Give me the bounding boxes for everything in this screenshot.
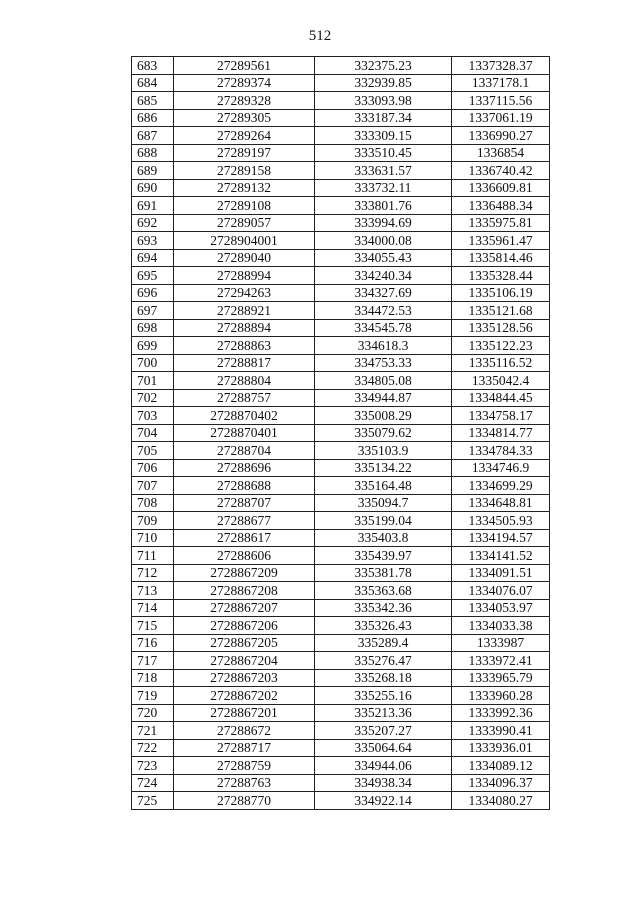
point-number-cell: 688 <box>132 144 174 162</box>
x-coordinate-cell: 335079.62 <box>315 424 452 442</box>
x-coordinate-cell: 334753.33 <box>315 354 452 372</box>
y-coordinate-cell: 1334784.33 <box>452 442 550 460</box>
coordinates-table <box>131 56 550 810</box>
y-coordinate-cell: 1334089.12 <box>452 757 550 775</box>
point-number-cell: 695 <box>132 267 174 285</box>
table-row <box>132 197 550 215</box>
point-number-cell: 699 <box>132 337 174 355</box>
table-row <box>132 739 550 757</box>
point-number-cell: 685 <box>132 92 174 110</box>
point-number-cell: 686 <box>132 109 174 127</box>
table-row <box>132 459 550 477</box>
x-coordinate-cell: 333801.76 <box>315 197 452 215</box>
table-row <box>132 582 550 600</box>
y-coordinate-cell: 1334080.27 <box>452 792 550 810</box>
x-coordinate-cell: 334327.69 <box>315 284 452 302</box>
x-coordinate-cell: 335381.78 <box>315 564 452 582</box>
x-coordinate-cell: 335008.29 <box>315 407 452 425</box>
table-row <box>132 267 550 285</box>
point-id-cell: 2728867207 <box>174 599 315 617</box>
point-id-cell: 27289158 <box>174 162 315 180</box>
point-id-cell: 2728867204 <box>174 652 315 670</box>
x-coordinate-cell: 335164.48 <box>315 477 452 495</box>
x-coordinate-cell: 335342.36 <box>315 599 452 617</box>
x-coordinate-cell: 334922.14 <box>315 792 452 810</box>
point-number-cell: 710 <box>132 529 174 547</box>
table-body <box>132 57 550 810</box>
x-coordinate-cell: 334938.34 <box>315 774 452 792</box>
point-number-cell: 722 <box>132 739 174 757</box>
point-id-cell: 2728867202 <box>174 687 315 705</box>
point-id-cell: 27289305 <box>174 109 315 127</box>
y-coordinate-cell: 1333990.41 <box>452 722 550 740</box>
x-coordinate-cell: 333187.34 <box>315 109 452 127</box>
point-id-cell: 2728867208 <box>174 582 315 600</box>
point-number-cell: 702 <box>132 389 174 407</box>
y-coordinate-cell: 1334053.97 <box>452 599 550 617</box>
point-number-cell: 683 <box>132 57 174 75</box>
y-coordinate-cell: 1335042.4 <box>452 372 550 390</box>
table-row <box>132 354 550 372</box>
y-coordinate-cell: 1337115.56 <box>452 92 550 110</box>
point-id-cell: 27288921 <box>174 302 315 320</box>
point-number-cell: 687 <box>132 127 174 145</box>
point-number-cell: 719 <box>132 687 174 705</box>
point-id-cell: 27288606 <box>174 547 315 565</box>
point-number-cell: 703 <box>132 407 174 425</box>
y-coordinate-cell: 1336854 <box>452 144 550 162</box>
y-coordinate-cell: 1334758.17 <box>452 407 550 425</box>
point-id-cell: 27288707 <box>174 494 315 512</box>
point-id-cell: 2728867201 <box>174 704 315 722</box>
x-coordinate-cell: 335103.9 <box>315 442 452 460</box>
point-id-cell: 27288704 <box>174 442 315 460</box>
table-row <box>132 232 550 250</box>
point-number-cell: 715 <box>132 617 174 635</box>
point-number-cell: 701 <box>132 372 174 390</box>
point-number-cell: 714 <box>132 599 174 617</box>
point-number-cell: 716 <box>132 634 174 652</box>
x-coordinate-cell: 335268.18 <box>315 669 452 687</box>
x-coordinate-cell: 334944.87 <box>315 389 452 407</box>
point-id-cell: 27288757 <box>174 389 315 407</box>
table-row <box>132 599 550 617</box>
point-id-cell: 27288894 <box>174 319 315 337</box>
point-number-cell: 712 <box>132 564 174 582</box>
x-coordinate-cell: 335064.64 <box>315 739 452 757</box>
point-id-cell: 27288688 <box>174 477 315 495</box>
table-row <box>132 162 550 180</box>
point-id-cell: 27288863 <box>174 337 315 355</box>
point-id-cell: 2728870402 <box>174 407 315 425</box>
x-coordinate-cell: 335289.4 <box>315 634 452 652</box>
point-number-cell: 704 <box>132 424 174 442</box>
point-number-cell: 690 <box>132 179 174 197</box>
point-id-cell: 27289057 <box>174 214 315 232</box>
y-coordinate-cell: 1334141.52 <box>452 547 550 565</box>
point-number-cell: 707 <box>132 477 174 495</box>
table-row <box>132 564 550 582</box>
y-coordinate-cell: 1334033.38 <box>452 617 550 635</box>
y-coordinate-cell: 1336740.42 <box>452 162 550 180</box>
table-row <box>132 424 550 442</box>
point-id-cell: 27289561 <box>174 57 315 75</box>
point-id-cell: 27288804 <box>174 372 315 390</box>
table-row <box>132 319 550 337</box>
y-coordinate-cell: 1334648.81 <box>452 494 550 512</box>
x-coordinate-cell: 334240.34 <box>315 267 452 285</box>
table-row <box>132 284 550 302</box>
point-id-cell: 2728867205 <box>174 634 315 652</box>
y-coordinate-cell: 1335106.19 <box>452 284 550 302</box>
point-id-cell: 27289328 <box>174 92 315 110</box>
x-coordinate-cell: 335094.7 <box>315 494 452 512</box>
point-id-cell: 27289264 <box>174 127 315 145</box>
point-id-cell: 27289374 <box>174 74 315 92</box>
table-row <box>132 109 550 127</box>
x-coordinate-cell: 335403.8 <box>315 529 452 547</box>
x-coordinate-cell: 334805.08 <box>315 372 452 390</box>
table-row <box>132 127 550 145</box>
y-coordinate-cell: 1335116.52 <box>452 354 550 372</box>
point-number-cell: 692 <box>132 214 174 232</box>
point-id-cell: 2728867203 <box>174 669 315 687</box>
point-id-cell: 27288717 <box>174 739 315 757</box>
point-id-cell: 27288696 <box>174 459 315 477</box>
x-coordinate-cell: 335326.43 <box>315 617 452 635</box>
y-coordinate-cell: 1335975.81 <box>452 214 550 232</box>
y-coordinate-cell: 1333992.36 <box>452 704 550 722</box>
y-coordinate-cell: 1337328.37 <box>452 57 550 75</box>
point-number-cell: 696 <box>132 284 174 302</box>
x-coordinate-cell: 335199.04 <box>315 512 452 530</box>
point-id-cell: 27289132 <box>174 179 315 197</box>
y-coordinate-cell: 1337178.1 <box>452 74 550 92</box>
table-row <box>132 512 550 530</box>
point-number-cell: 717 <box>132 652 174 670</box>
table-row <box>132 494 550 512</box>
x-coordinate-cell: 334472.53 <box>315 302 452 320</box>
x-coordinate-cell: 333732.11 <box>315 179 452 197</box>
x-coordinate-cell: 334618.3 <box>315 337 452 355</box>
table-row <box>132 774 550 792</box>
table-row <box>132 792 550 810</box>
y-coordinate-cell: 1334699.29 <box>452 477 550 495</box>
table-row <box>132 652 550 670</box>
y-coordinate-cell: 1335122.23 <box>452 337 550 355</box>
x-coordinate-cell: 332939.85 <box>315 74 452 92</box>
y-coordinate-cell: 1334746.9 <box>452 459 550 477</box>
point-number-cell: 723 <box>132 757 174 775</box>
point-number-cell: 713 <box>132 582 174 600</box>
x-coordinate-cell: 334000.08 <box>315 232 452 250</box>
y-coordinate-cell: 1334194.57 <box>452 529 550 547</box>
page-number: 512 <box>308 28 332 44</box>
point-id-cell: 27288677 <box>174 512 315 530</box>
y-coordinate-cell: 1336488.34 <box>452 197 550 215</box>
table-row <box>132 547 550 565</box>
point-number-cell: 708 <box>132 494 174 512</box>
point-number-cell: 691 <box>132 197 174 215</box>
table-row <box>132 302 550 320</box>
y-coordinate-cell: 1333972.41 <box>452 652 550 670</box>
table-row <box>132 669 550 687</box>
table-row <box>132 389 550 407</box>
point-number-cell: 725 <box>132 792 174 810</box>
x-coordinate-cell: 335207.27 <box>315 722 452 740</box>
table-row <box>132 529 550 547</box>
point-id-cell: 27289108 <box>174 197 315 215</box>
table-row <box>132 372 550 390</box>
table-row <box>132 757 550 775</box>
point-number-cell: 711 <box>132 547 174 565</box>
y-coordinate-cell: 1337061.19 <box>452 109 550 127</box>
point-number-cell: 700 <box>132 354 174 372</box>
y-coordinate-cell: 1335128.56 <box>452 319 550 337</box>
point-number-cell: 721 <box>132 722 174 740</box>
table-row <box>132 687 550 705</box>
x-coordinate-cell: 333093.98 <box>315 92 452 110</box>
point-number-cell: 724 <box>132 774 174 792</box>
x-coordinate-cell: 335213.36 <box>315 704 452 722</box>
y-coordinate-cell: 1333960.28 <box>452 687 550 705</box>
y-coordinate-cell: 1334814.77 <box>452 424 550 442</box>
point-number-cell: 684 <box>132 74 174 92</box>
y-coordinate-cell: 1335121.68 <box>452 302 550 320</box>
y-coordinate-cell: 1334076.07 <box>452 582 550 600</box>
y-coordinate-cell: 1335328.44 <box>452 267 550 285</box>
x-coordinate-cell: 333510.45 <box>315 144 452 162</box>
table-row <box>132 722 550 740</box>
point-number-cell: 709 <box>132 512 174 530</box>
point-number-cell: 697 <box>132 302 174 320</box>
x-coordinate-cell: 335439.97 <box>315 547 452 565</box>
x-coordinate-cell: 335276.47 <box>315 652 452 670</box>
y-coordinate-cell: 1333936.01 <box>452 739 550 757</box>
point-number-cell: 694 <box>132 249 174 267</box>
point-number-cell: 720 <box>132 704 174 722</box>
point-number-cell: 706 <box>132 459 174 477</box>
x-coordinate-cell: 334055.43 <box>315 249 452 267</box>
x-coordinate-cell: 334545.78 <box>315 319 452 337</box>
table-row <box>132 477 550 495</box>
y-coordinate-cell: 1334091.51 <box>452 564 550 582</box>
table-row <box>132 57 550 75</box>
table-row <box>132 144 550 162</box>
point-number-cell: 718 <box>132 669 174 687</box>
table-row <box>132 179 550 197</box>
y-coordinate-cell: 1336990.27 <box>452 127 550 145</box>
point-id-cell: 2728867206 <box>174 617 315 635</box>
point-id-cell: 27288763 <box>174 774 315 792</box>
y-coordinate-cell: 1333965.79 <box>452 669 550 687</box>
y-coordinate-cell: 1335814.46 <box>452 249 550 267</box>
x-coordinate-cell: 333309.15 <box>315 127 452 145</box>
y-coordinate-cell: 1334505.93 <box>452 512 550 530</box>
table-row <box>132 617 550 635</box>
table-row <box>132 74 550 92</box>
x-coordinate-cell: 333994.69 <box>315 214 452 232</box>
table-row <box>132 337 550 355</box>
point-number-cell: 698 <box>132 319 174 337</box>
point-id-cell: 27289040 <box>174 249 315 267</box>
point-id-cell: 2728870401 <box>174 424 315 442</box>
y-coordinate-cell: 1334844.45 <box>452 389 550 407</box>
point-id-cell: 27288672 <box>174 722 315 740</box>
table-row <box>132 442 550 460</box>
point-id-cell: 2728867209 <box>174 564 315 582</box>
point-id-cell: 27294263 <box>174 284 315 302</box>
point-number-cell: 689 <box>132 162 174 180</box>
table-row <box>132 249 550 267</box>
y-coordinate-cell: 1334096.37 <box>452 774 550 792</box>
x-coordinate-cell: 335134.22 <box>315 459 452 477</box>
point-id-cell: 27288759 <box>174 757 315 775</box>
point-id-cell: 27288817 <box>174 354 315 372</box>
table-row <box>132 214 550 232</box>
point-id-cell: 27288617 <box>174 529 315 547</box>
point-number-cell: 693 <box>132 232 174 250</box>
point-id-cell: 2728904001 <box>174 232 315 250</box>
x-coordinate-cell: 332375.23 <box>315 57 452 75</box>
x-coordinate-cell: 335363.68 <box>315 582 452 600</box>
table-row <box>132 704 550 722</box>
x-coordinate-cell: 334944.06 <box>315 757 452 775</box>
y-coordinate-cell: 1333987 <box>452 634 550 652</box>
point-number-cell: 705 <box>132 442 174 460</box>
point-id-cell: 27289197 <box>174 144 315 162</box>
point-id-cell: 27288770 <box>174 792 315 810</box>
x-coordinate-cell: 335255.16 <box>315 687 452 705</box>
table-row <box>132 634 550 652</box>
point-id-cell: 27288994 <box>174 267 315 285</box>
x-coordinate-cell: 333631.57 <box>315 162 452 180</box>
y-coordinate-cell: 1335961.47 <box>452 232 550 250</box>
table-row <box>132 92 550 110</box>
table-row <box>132 407 550 425</box>
y-coordinate-cell: 1336609.81 <box>452 179 550 197</box>
